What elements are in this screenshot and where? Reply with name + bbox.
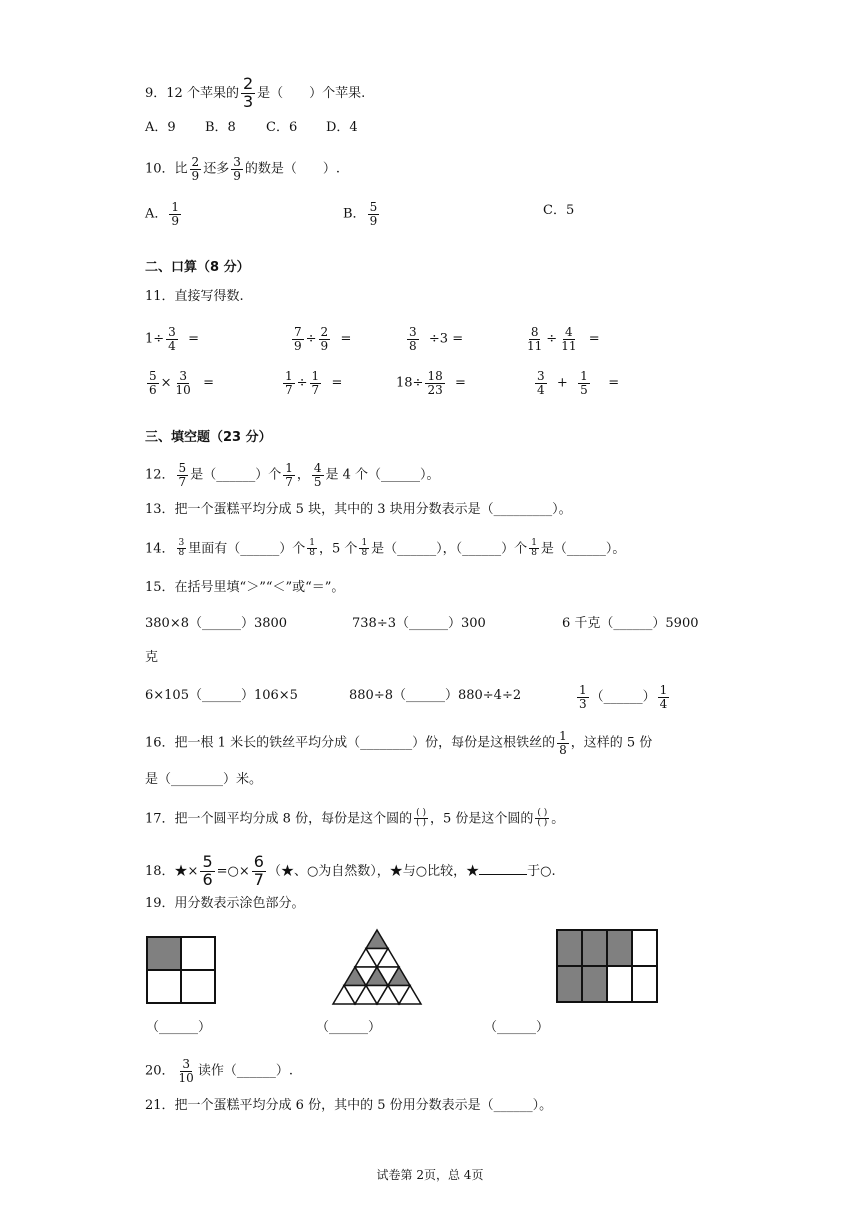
q10-option-b: B． $\frac{5}{9}$ [343,200,378,228]
figure-rectangle-grid [556,929,658,1003]
q15-item-1: 380×8（______）3800 [145,616,288,631]
page-footer: 试卷第 2页，总 4页 [376,1168,484,1182]
q9-option-b: B．8 [205,120,236,135]
q15-item-2: 738÷3（______）300 [352,616,486,631]
q15-item-3: 6 千克（______）5900 [562,616,699,631]
q15-item-6: $\frac{1}{3}$ （______） $\frac{1}{4}$ [579,683,668,711]
q15-item-5: 880÷8（______）880÷4÷2 [349,688,522,703]
calc-8: $\frac{3}{4}$ + $\frac{1}{5}$ = [537,369,620,397]
q10-option-b-fraction: $\frac{5}{9}$ [369,200,378,228]
q9-option-c: C．6 [266,120,298,135]
figure-square-grid [146,936,216,1004]
q15-item-3-unit: 克 [145,650,159,665]
calc-4: $\frac{8}{11}$ ÷ $\frac{4}{11}$ = [527,325,600,353]
question-17: 17．把一个圆平均分成 8 份，每份是这个圆的 $\frac{( )}{( )}$ ，5 份是这个圆的 $\frac{( )}{( )}$ 。 [145,808,565,829]
question-11-label: 11．直接写得数. [145,289,244,304]
calc-3: $\frac{3}{8}$ ÷3 = [409,325,464,353]
question-12: 12． $\frac{5}{7}$ 是（______）个 $\frac{1}{7}$ ， $\frac{4}{5}$ 是 4 个（______）。 [145,461,440,489]
question-10: 10．比 $\frac{2}{9}$ 还多 $\frac{3}{9}$ 的数是（ ）. [145,155,340,183]
q9-option-a: A．9 [145,120,176,135]
question-13: 13．把一个蛋糕平均分成 5 块，其中的 3 块用分数表示是（_________）。 [145,502,572,517]
q19-answer-2: （______） [316,1020,382,1035]
question-16: 16．把一根 1 米长的铁丝平均分成（________）份，每份是这根铁丝的 $\frac{1}{8}$ ，这样的 5 份 [145,729,653,757]
square-shaded-cell [147,937,181,970]
q10-option-c: C．5 [543,203,575,218]
calc-5: $\frac{5}{6}$ × $\frac{3}{10}$ = [149,369,214,397]
q10-fraction-1: $\frac{2}{9}$ [191,155,200,183]
q10-option-a-fraction: $\frac{1}{9}$ [171,200,180,228]
question-18: 18．★× $\frac{5}{6}$ =○× $\frac{6}{7}$ （★、○为自然数），★与○比较，★ 于○. [145,852,556,889]
q10-option-a: A． $\frac{1}{9}$ [145,200,180,228]
calc-6: $\frac{1}{7}$ ÷ $\frac{1}{7}$ = [285,369,343,397]
question-15-label: 15．在括号里填“＞”“＜”或“＝”。 [145,580,345,595]
calc-2: $\frac{7}{9}$ ÷ $\frac{2}{9}$ = [294,325,352,353]
q19-answer-1: （______） [146,1020,212,1035]
question-14: 14． $\frac{3}{8}$ 里面有（______）个 $\frac{1}{8}$ ，5 个 $\frac{1}{8}$ 是（______），（______）个 $\frac{1}{8}$ 是（______）。 [145,538,626,559]
question-20: 20． $\frac{3}{10}$ 读作（______）. [145,1057,293,1085]
question-9 [145,76,365,111]
calc-7: 18÷ $\frac{18}{23}$ = [396,369,466,397]
q18-answer-blank [479,860,527,875]
question-21: 21．把一个蛋糕平均分成 6 份，其中的 5 份用分数表示是（______）。 [145,1098,553,1113]
q15-item-4: 6×105（______）106×5 [145,688,298,703]
q9-text-post: 是（ ）个苹果. [257,85,366,101]
figure-triangle [333,928,421,1004]
question-16-line-2: 是（________）米。 [145,772,263,787]
question-19-label: 19．用分数表示涂色部分。 [145,896,305,911]
triangle-top-shaded [366,930,388,949]
section-3-title: 三、填空题（23 分） [145,430,272,445]
section-2-title: 二、口算（8 分） [145,260,250,275]
q9-fraction: $\frac{2}{3}$ [242,74,254,111]
q19-answer-3: （______） [484,1020,550,1035]
calc-1: 1÷ $\frac{3}{4}$ = [145,325,199,353]
q9-text-pre: 9．12 个苹果的 [145,85,239,101]
q10-fraction-2: $\frac{3}{9}$ [233,155,241,183]
q9-option-d: D．4 [326,120,358,135]
